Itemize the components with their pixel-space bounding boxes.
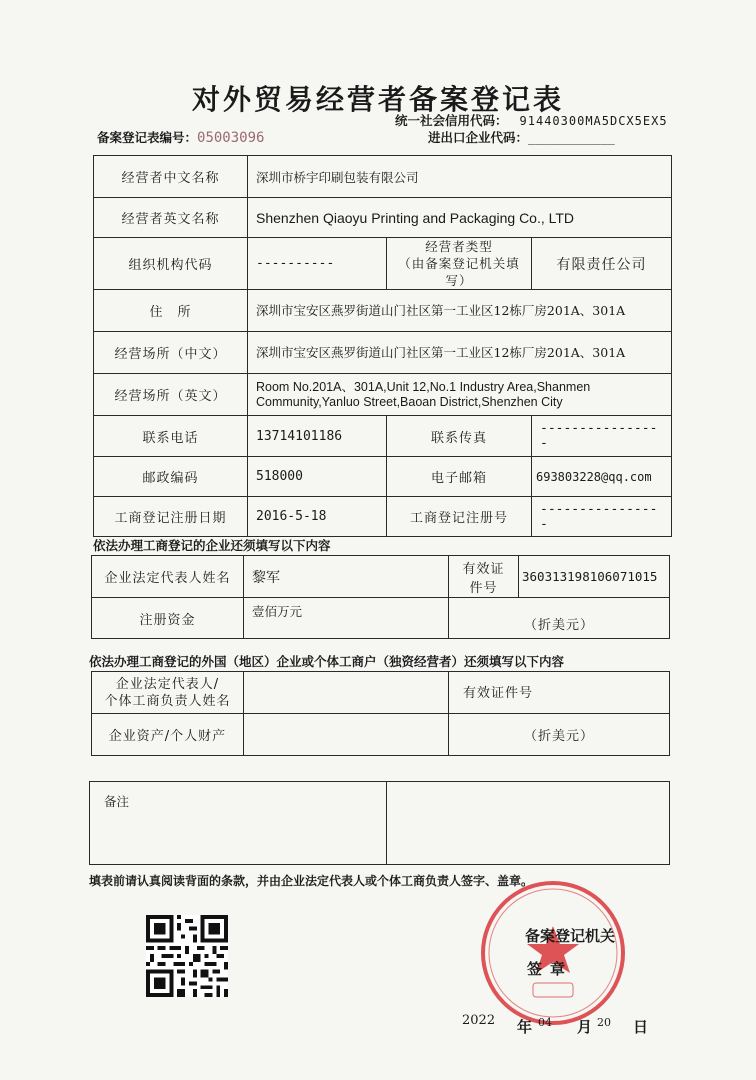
email-label: 电子邮箱 bbox=[387, 457, 532, 497]
table-row bbox=[94, 374, 672, 416]
postcode-value: 518000 bbox=[248, 457, 387, 497]
remarks-label: 备注 bbox=[90, 782, 387, 865]
date-day: 20 bbox=[597, 1016, 611, 1029]
foreign-rep-label-line1: 企业法定代表人/ bbox=[115, 676, 220, 692]
foreign-enterprise-info-table bbox=[91, 671, 670, 756]
business-registration-number-label: 工商登记注册号 bbox=[387, 497, 532, 537]
legal-rep-value: 黎军 bbox=[244, 556, 449, 598]
page-title: 对外贸易经营者备案登记表 bbox=[191, 83, 564, 116]
phone-label: 联系电话 bbox=[94, 416, 248, 457]
remarks-table bbox=[89, 781, 670, 865]
foreign-rep-label-line2: 个体工商负责人姓名 bbox=[104, 693, 231, 709]
registration-date-value: 2016-5-18 bbox=[248, 497, 387, 537]
operator-type-label-line1: 经营者类型 bbox=[425, 239, 493, 254]
operator-info-table bbox=[93, 155, 672, 537]
table-row bbox=[94, 457, 672, 497]
foreign-usd-equivalent-note: （折美元） bbox=[449, 714, 670, 756]
email-value: 693803228@qq.com bbox=[532, 457, 672, 497]
remarks-value bbox=[387, 782, 670, 865]
name-en-label: 经营者英文名称 bbox=[94, 198, 248, 238]
import-export-code-row bbox=[428, 128, 615, 146]
table-row bbox=[94, 416, 672, 457]
assets-label: 企业资产/个人财产 bbox=[92, 714, 244, 756]
section-enterprise-heading: 依法办理工商登记的企业还须填写以下内容 bbox=[93, 538, 331, 553]
qr-code bbox=[146, 915, 228, 997]
operator-type-label bbox=[387, 238, 532, 290]
credit-code-label: 统一社会信用代码： bbox=[395, 113, 508, 128]
table-row bbox=[94, 156, 672, 198]
date-month-unit: 月 bbox=[577, 1018, 593, 1036]
credit-code-value: 91440300MA5DCX5EX5 bbox=[519, 114, 668, 128]
registration-form-number-row bbox=[97, 128, 264, 146]
table-row bbox=[94, 238, 672, 290]
foreign-rep-label bbox=[92, 672, 244, 714]
registration-form-number-value: 05003096 bbox=[197, 130, 265, 146]
premises-cn-value: 深圳市宝安区燕罗街道山门社区第一工业区12栋厂房201A、301A bbox=[248, 332, 672, 374]
premises-cn-label: 经营场所（中文） bbox=[94, 332, 248, 374]
signing-notice: 填表前请认真阅读背面的条款，并由企业法定代表人或个体工商负责人签字、盖章。 bbox=[89, 874, 534, 888]
table-row bbox=[92, 714, 670, 756]
org-code-label: 组织机构代码 bbox=[94, 238, 248, 290]
foreign-rep-value bbox=[244, 672, 449, 714]
credit-code-row bbox=[395, 111, 668, 129]
registration-authority-label: 备案登记机关 bbox=[525, 927, 616, 945]
registration-form-number-label: 备案登记表编号： bbox=[97, 130, 198, 145]
table-row bbox=[94, 290, 672, 332]
date-year: 2022 bbox=[462, 1013, 496, 1028]
operator-type-label-line2: （由备案登记机关填写） bbox=[398, 256, 520, 288]
address-value: 深圳市宝安区燕罗街道山门社区第一工业区12栋厂房201A、301A bbox=[248, 290, 672, 332]
registration-date-label: 工商登记注册日期 bbox=[94, 497, 248, 537]
postcode-label: 邮政编码 bbox=[94, 457, 248, 497]
table-row bbox=[92, 672, 670, 714]
registered-capital-value: 壹佰万元 bbox=[244, 598, 449, 639]
table-row bbox=[92, 598, 670, 639]
business-registration-number-value: ---------------- bbox=[532, 497, 672, 537]
date-month: 04 bbox=[538, 1016, 552, 1029]
premises-en-value: Room No.201A、301A,Unit 12,No.1 Industry Area,Shanmen Community,Yanluo Street,Baoan District,Shenzhen City bbox=[248, 374, 672, 416]
id-number-value: 360313198106071015 bbox=[519, 556, 670, 598]
table-row bbox=[92, 556, 670, 598]
enterprise-info-table bbox=[91, 555, 670, 639]
registered-capital-label: 注册资金 bbox=[92, 598, 244, 639]
import-export-code-value: ____________ bbox=[528, 131, 615, 145]
legal-rep-label: 企业法定代表人姓名 bbox=[92, 556, 244, 598]
name-cn-value: 深圳市桥宇印刷包装有限公司 bbox=[248, 156, 672, 198]
table-row bbox=[94, 497, 672, 537]
usd-equivalent-note: （折美元） bbox=[449, 598, 670, 639]
foreign-id-number-label: 有效证件号 bbox=[449, 672, 670, 714]
fax-label: 联系传真 bbox=[387, 416, 532, 457]
table-row bbox=[94, 332, 672, 374]
date-day-unit: 日 bbox=[633, 1018, 649, 1036]
date-year-unit: 年 bbox=[517, 1018, 533, 1036]
name-en-value: Shenzhen Qiaoyu Printing and Packaging Co., LTD bbox=[248, 198, 672, 238]
org-code-value: ---------- bbox=[248, 238, 387, 290]
signature-seal-label: 签章 bbox=[527, 960, 574, 978]
official-seal bbox=[478, 878, 628, 1028]
section-foreign-heading: 依法办理工商登记的外国（地区）企业或个体工商户（独资经营者）还须填写以下内容 bbox=[89, 654, 565, 669]
fax-value: ---------------- bbox=[532, 416, 672, 457]
operator-type-value: 有限责任公司 bbox=[532, 238, 672, 290]
import-export-code-label: 进出口企业代码： bbox=[428, 130, 529, 145]
name-cn-label: 经营者中文名称 bbox=[94, 156, 248, 198]
table-row bbox=[90, 782, 670, 865]
assets-value bbox=[244, 714, 449, 756]
id-number-label: 有效证件号 bbox=[449, 556, 519, 598]
address-label: 住 所 bbox=[94, 290, 248, 332]
premises-en-label: 经营场所（英文） bbox=[94, 374, 248, 416]
table-row bbox=[94, 198, 672, 238]
phone-value: 13714101186 bbox=[248, 416, 387, 457]
